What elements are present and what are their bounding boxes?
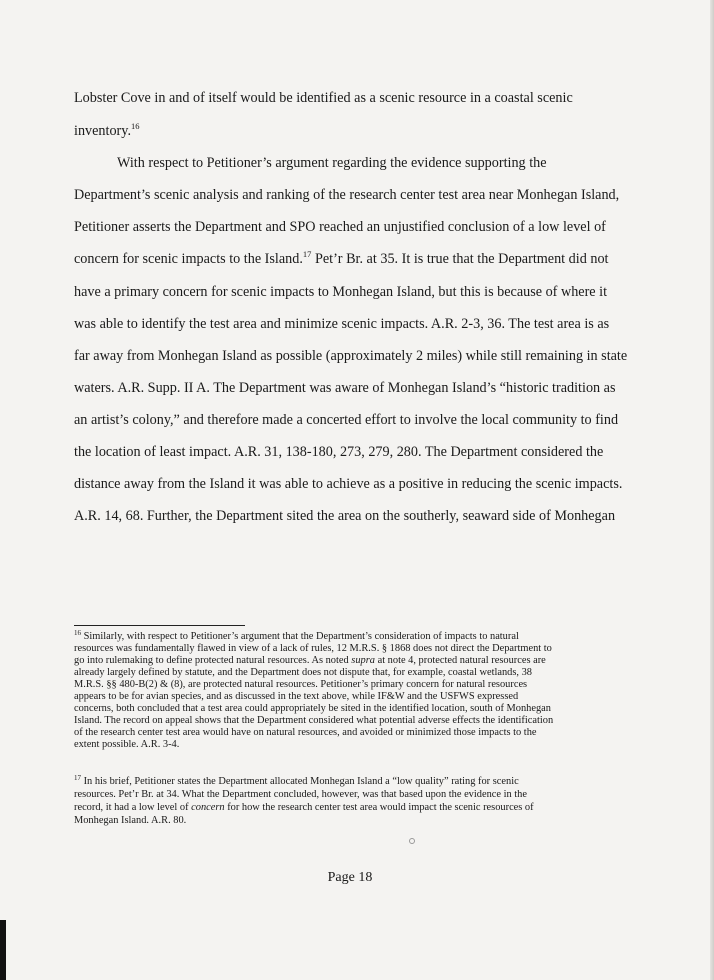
footnote-16-line: extent possible. A.R. 3-4. [74,739,180,750]
italic-term-concern: concern [191,802,225,813]
body-line: distance away from the Island it was able to achieve as a positive in reducing the scenic impacts. [74,476,623,492]
footnote-16-line: M.R.S. §§ 480-B(2) & (8), are protected natural resources. Petitioner’s primary concern for natural resources [74,679,528,690]
footnote-16-line: go into rulemaking to define protected natural resources. As noted supra at note 4, protected natural resources are [74,655,546,666]
footnote-16-line: resources was fundamentally flawed in view of a lack of rules, 12 M.R.S. § 1868 does not direct the Department to [74,643,552,654]
body-line: Department’s scenic analysis and ranking of the research center test area near Monhegan Island, [74,187,620,203]
footnote-17-number: 17 [74,774,81,782]
footnote-17-line: resources. Pet’r Br. at 34. What the Department concluded, however, was that based upon the evidence in the [74,789,527,800]
footnote-16-line: of the research center test area would have on natural resources, and avoided or minimized those impacts to the [74,727,537,738]
footnote-16-line: appears to be for avian species, and as discussed in the text above, while IF&W and the USFWS expressed [74,691,519,702]
footnote-16-line: $^{16}$ Similarly, with respect to Petitioner’s argument that the Department’s consideration of impacts to natural [74,629,519,642]
footnote-16-line: Island. The record on appeal shows that the Department considered what potential adverse effects the identification [74,715,554,726]
page-number: Page 18 [327,870,373,885]
footnote-16-line: already largely defined by statute, and the Department does not dispute that, for example, coastal wetlands, 38 [74,667,533,678]
body-line: Lobster Cove in and of itself would be identified as a scenic resource in a coastal scenic [74,90,573,106]
body-line: With respect to Petitioner’s argument regarding the evidence supporting the [117,155,547,171]
footnote-ref-17: 17 [302,249,312,259]
footnote-16-number: 16 [74,629,81,637]
footnote-17-line: $^{17}$ In his brief, Petitioner states the Department allocated Monhegan Island a “low quality” rating for scenic [74,774,519,787]
body-line: inventory.$^{16}$ [74,121,140,139]
body-line: Petitioner asserts the Department and SPO reached an unjustified conclusion of a low level of [74,219,606,235]
body-line: waters. A.R. Supp. II A. The Department was aware of Monhegan Island’s “historic tradition as [74,380,616,396]
body-line: have a primary concern for scenic impacts to Monhegan Island, but this is because of where it [74,284,608,300]
body-line: the location of least impact. A.R. 31, 138-180, 273, 279, 280. The Department considered the [74,444,604,460]
italic-term-supra: supra [351,655,375,666]
body-line: an artist’s colony,” and therefore made a concerted effort to involve the local community to find [74,412,619,428]
body-line: A.R. 14, 68. Further, the Department sited the area on the southerly, seaward side of Monhegan [74,508,616,524]
footnote-17-line: record, it had a low level of concern for how the research center test area would impact the scenic resources of [74,802,534,813]
footnote-separator [74,625,245,626]
body-line: concern for scenic impacts to the Island.$^{17}$ Pet’r Br. at 35. It is true that the Department did not [74,249,609,267]
scan-speck [409,838,415,844]
footnote-17-line: Monhegan Island. A.R. 80. [74,815,187,826]
footnote-16-line: concerns, both concluded that a test area could appropriately be sited in the identified location, south of Monhegan [74,703,551,714]
page-edge-shadow [710,0,714,980]
footnote-ref-16: 16 [131,121,140,131]
body-line: was able to identify the test area and minimize scenic impacts. A.R. 2-3, 36. The test area is as [74,316,610,332]
scan-edge-mark [0,920,6,980]
body-line: far away from Monhegan Island as possible (approximately 2 miles) while still remaining in state [74,348,628,364]
